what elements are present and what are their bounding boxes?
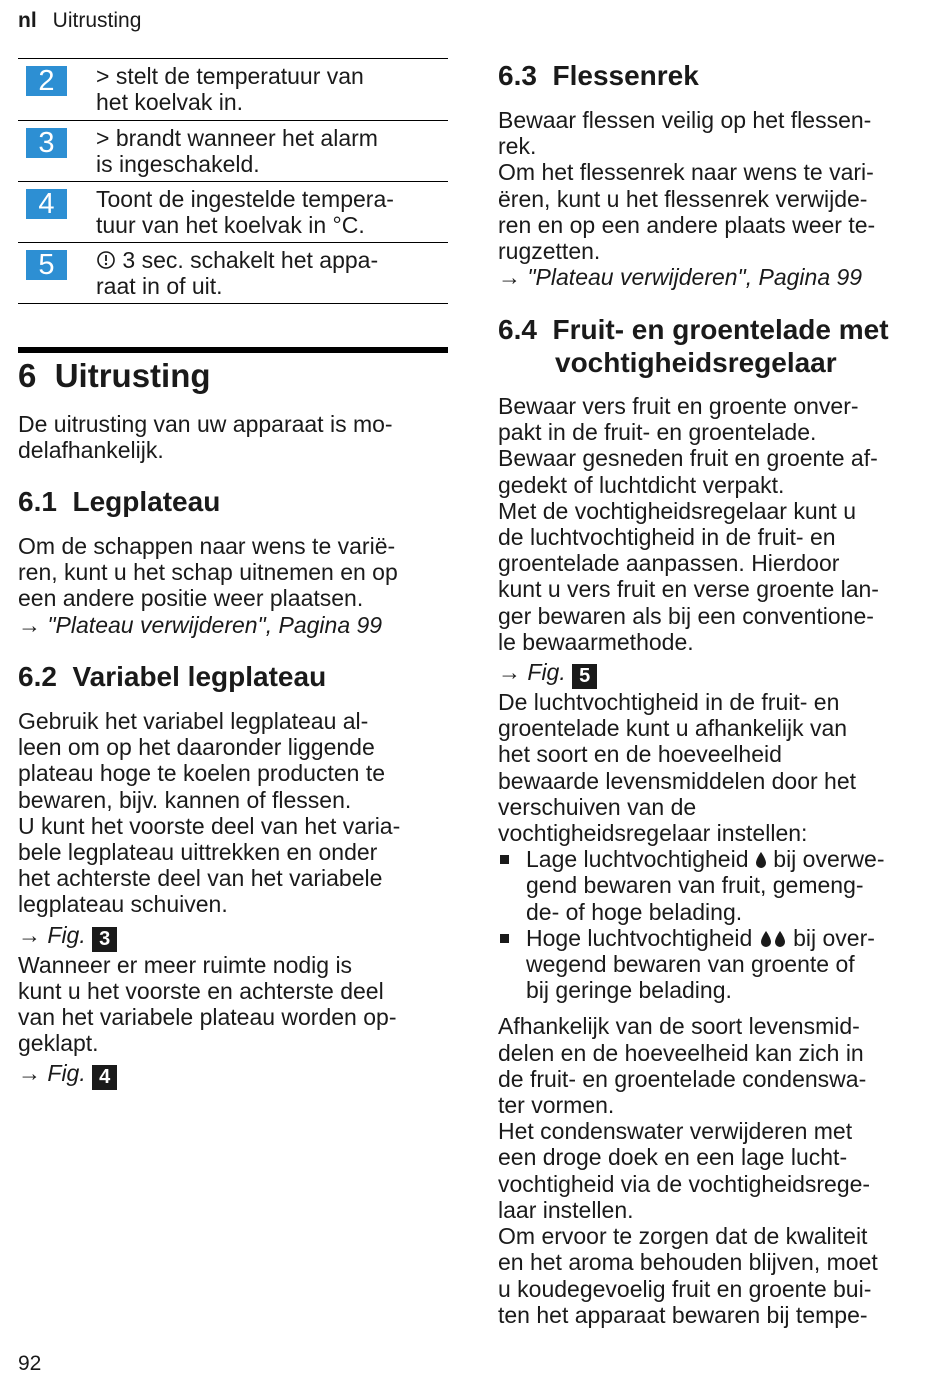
text-line: kunt u het voorste en achterste deel [18, 977, 384, 1004]
figure-number-badge: 5 [572, 664, 597, 689]
section-number: 6.3 [498, 60, 537, 91]
text-line: De luchtvochtigheid in de fruit- en [498, 689, 840, 716]
text-line: le bewaarmethode. [498, 628, 694, 655]
fig-label: Fig. [47, 1060, 86, 1087]
text-line: verschuiven van de [498, 793, 697, 820]
chapter-rule [18, 347, 448, 353]
cross-reference-link[interactable] [18, 612, 382, 638]
table-row [18, 243, 448, 304]
text-line: het achterste deel van het variabele [18, 865, 383, 892]
text-line: Afhankelijk van de soort levensmid- [498, 1013, 860, 1040]
section-title-6-1 [18, 485, 220, 518]
table-row [18, 59, 448, 121]
section-number: 6.4 [498, 314, 537, 345]
text-line: delen en de hoeveelheid kan zich in [498, 1039, 864, 1066]
bullet-square-icon [500, 855, 509, 864]
text-line: Met de vochtigheidsregelaar kunt u [498, 497, 856, 524]
arrow-right-icon: → [498, 264, 521, 291]
text-line: een droge doek en een lage lucht- [498, 1144, 848, 1171]
item-number-badge: 3 [26, 128, 67, 158]
section-number: 6.1 [18, 486, 57, 517]
section-body-6-3 [498, 107, 930, 290]
control-table [18, 58, 448, 304]
arrow-right-icon: → [18, 921, 41, 948]
bullet-text: bij geringe belading. [526, 977, 732, 1004]
text-line: ren en op een andere plaats weer te- [498, 211, 876, 238]
section-title-text: Legplateau [72, 486, 221, 517]
chapter-intro [18, 411, 448, 463]
text-line: de fruit- en groentelade condenswa- [498, 1065, 867, 1092]
text-line: Het condenswater verwijderen met [498, 1118, 853, 1145]
fig-label: Fig. [527, 659, 566, 686]
bullet-text: gend bewaren van fruit, gemeng- [526, 872, 864, 899]
section-title-text: vochtigheidsregelaar [555, 347, 837, 378]
desc-line: stelt de temperatuur van [115, 63, 364, 89]
text-line: Bewaar flessen veilig op het flessen- [498, 107, 872, 133]
chapter-number: 6 [18, 357, 37, 394]
text-line: een andere positie weer plaatsen. [18, 585, 364, 612]
single-drop-icon [755, 851, 767, 869]
item-number-badge: 4 [26, 189, 67, 219]
section-title-6-4 [498, 313, 889, 379]
bullet-text: Lage luchtvochtigheid [526, 846, 749, 873]
arrow-right-icon: → [498, 659, 521, 686]
text-line: plateau hoge te koelen producten te [18, 760, 386, 787]
text-line: ren, kunt u het schap uitnemen en op [18, 559, 398, 586]
double-drop-icon [759, 930, 787, 948]
xref-text: "Plateau verwijderen", Pagina 99 [527, 264, 863, 291]
text-line: laar instellen. [498, 1196, 634, 1223]
text-line: groentelade kunt u afhankelijk van [498, 715, 848, 742]
text-line: en het aroma behouden blijven, moet [498, 1249, 878, 1276]
text-line: delafhankelijk. [18, 437, 164, 464]
item-number-badge: 2 [26, 66, 67, 96]
text-line: vochtigheidsregelaar instellen: [498, 820, 808, 847]
text-line: van het variabele plateau worden op- [18, 1004, 397, 1031]
figure-reference[interactable] [18, 922, 117, 948]
cross-reference-link[interactable] [498, 264, 862, 290]
text-line: rek. [498, 133, 537, 160]
text-line: rugzetten. [498, 238, 601, 265]
desc-line: brandt wanneer het alarm [115, 125, 378, 151]
humidity-options-list [498, 846, 930, 1003]
text-line: de luchtvochtigheid in de fruit- en [498, 524, 836, 551]
figure-reference[interactable] [18, 1060, 117, 1089]
figure-number-badge: 4 [92, 1065, 117, 1090]
bullet-text: bij overwe- [773, 846, 885, 873]
text-line: bewaarde levensmiddelen door het [498, 767, 857, 794]
desc-line: is ingeschakeld. [96, 151, 260, 177]
table-row [18, 121, 448, 182]
text-line: bele legplateau uittrekken en onder [18, 839, 378, 866]
arrow-right-icon: → [18, 611, 41, 638]
text-line: Wanneer er meer ruimte nodig is [18, 951, 353, 978]
chapter-title [18, 357, 211, 395]
desc-line: Toont de ingestelde tempera- [96, 186, 394, 212]
chevron-right-icon: > [96, 63, 110, 89]
figure-reference[interactable] [498, 659, 597, 688]
text-line: ter vormen. [498, 1092, 615, 1119]
arrow-right-icon: → [18, 1060, 41, 1087]
text-line: Gebruik het variabel legplateau al- [18, 708, 369, 734]
chevron-right-icon: > [96, 125, 110, 151]
list-item [498, 925, 930, 1004]
section-title-text: Flessenrek [552, 60, 699, 91]
text-line: geklapt. [18, 1030, 99, 1057]
text-line: Bewaar gesneden fruit en groente af- [498, 445, 878, 472]
text-line: bewaren, bijv. kannen of flessen. [18, 786, 352, 813]
page-number: 92 [18, 1352, 42, 1375]
section-body-6-4 [498, 393, 930, 1328]
header-section: Uitrusting [52, 9, 142, 32]
xref-text: "Plateau verwijderen", Pagina 99 [47, 611, 383, 638]
bullet-text: wegend bewaren van groente of [526, 951, 855, 978]
text-line: Om de schappen naar wens te varië- [18, 533, 396, 559]
desc-line: 3 sec. schakelt het appa- [122, 247, 379, 273]
text-line: groentelade aanpassen. Hierdoor [498, 550, 840, 577]
text-line: Bewaar vers fruit en groente onver- [498, 393, 859, 419]
text-line: De uitrusting van uw apparaat is mo- [18, 411, 393, 437]
page-header [18, 9, 141, 33]
item-description [96, 63, 446, 115]
chapter-title-text: Uitrusting [54, 357, 211, 394]
text-line: leen om op het daaronder liggende [18, 734, 375, 761]
text-line: ten het apparaat bewaren bij tempe- [498, 1301, 868, 1328]
bullet-text: de- of hoge belading. [526, 898, 743, 925]
item-number-badge: 5 [26, 250, 67, 280]
item-description [96, 247, 446, 299]
text-line: kunt u vers fruit en verse groente lan- [498, 576, 879, 603]
section-title-6-2 [18, 660, 326, 693]
section-title-text: Fruit- en groentelade met [552, 314, 889, 345]
section-body-6-1 [18, 533, 448, 638]
section-title-text: Variabel legplateau [72, 661, 327, 692]
text-line: legplateau schuiven. [18, 891, 228, 918]
desc-line: raat in of uit. [96, 273, 223, 299]
text-line: gedekt of luchtdicht verpakt. [498, 471, 785, 498]
text-line: U kunt het voorste deel van het varia- [18, 812, 401, 839]
desc-line: het koelvak in. [96, 89, 244, 115]
text-line: ëren, kunt u het flessenrek verwijde- [498, 185, 868, 212]
text-line: vochtigheid via de vochtigheidsrege- [498, 1170, 871, 1197]
section-number: 6.2 [18, 661, 57, 692]
text-line: u koudegevoelig fruit en groente bui- [498, 1275, 872, 1302]
section-body-6-2 [18, 708, 448, 1090]
language-code: nl [18, 9, 37, 32]
table-row [18, 182, 448, 243]
desc-line: tuur van het koelvak in °C. [96, 212, 365, 238]
figure-number-badge: 3 [92, 927, 117, 952]
section-title-6-3 [498, 59, 699, 92]
text-line: Om het flessenrek naar wens te vari- [498, 159, 874, 186]
bullet-text: bij over- [793, 924, 875, 951]
list-item [498, 846, 930, 925]
text-line: pakt in de fruit- en groentelade. [498, 419, 817, 446]
text-line: ger bewaren als bij een conventione- [498, 602, 874, 629]
item-description [96, 186, 446, 238]
bullet-square-icon [500, 934, 509, 943]
bullet-text: Hoge luchtvochtigheid [526, 924, 753, 951]
power-icon [96, 250, 116, 270]
text-line: Om ervoor te zorgen dat de kwaliteit [498, 1223, 868, 1250]
item-description [96, 125, 446, 177]
fig-label: Fig. [47, 921, 86, 948]
text-line: het soort en de hoeveelheid [498, 741, 782, 768]
